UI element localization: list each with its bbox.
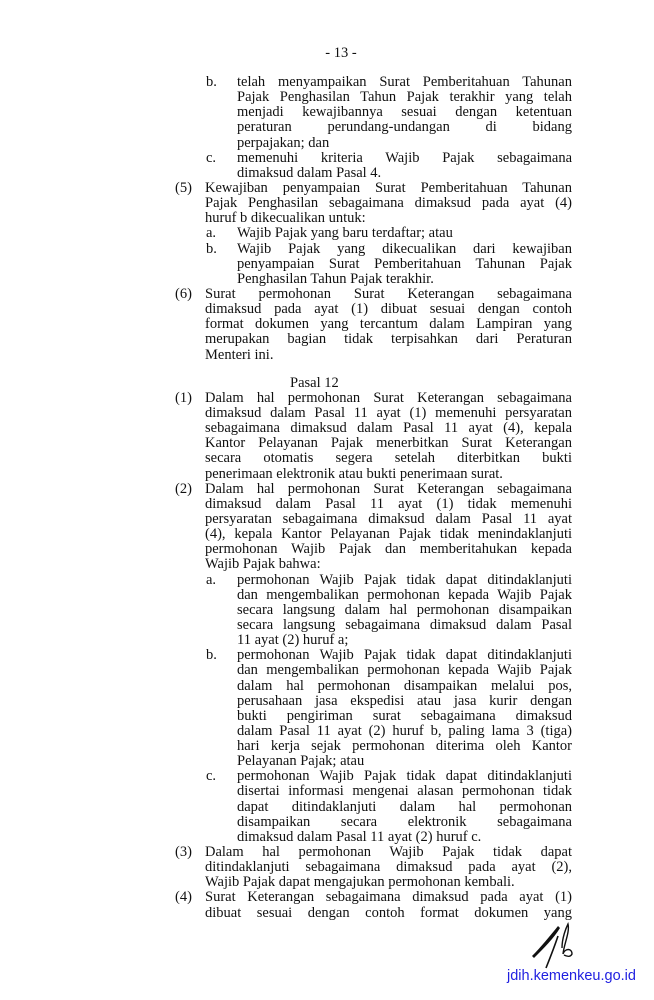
paragraph-item: [0, 287, 654, 363]
paragraph-item: [0, 890, 654, 920]
item-number: c.: [206, 149, 217, 166]
text-line: telah menyampaikan Surat Pemberitahuan Tahunan: [237, 75, 572, 90]
text-line: Wajib Pajak bahwa:: [205, 557, 321, 573]
text-line: disertai informasi mengenai alasan permohonan tidak: [237, 784, 572, 800]
item-number: b.: [206, 647, 217, 664]
text-line: memenuhi kriteria Wajib Pajak sebagaimana: [237, 150, 572, 166]
text-line: Kewajiban penyampaian Surat Pemberitahuan Tahunan: [205, 180, 572, 196]
text-line: secara langsung sebagaimana dimaksud dalam Pasal: [237, 617, 572, 633]
text-line: Dalam hal permohonan Surat Keterangan sebagaimana: [205, 390, 572, 406]
sub-item: [0, 226, 654, 241]
signature-initials: [528, 918, 588, 970]
paragraph-item: [0, 181, 654, 226]
item-number: (5): [175, 179, 192, 196]
item-number: a.: [206, 571, 217, 588]
item-number: (1): [175, 389, 192, 406]
text-line: Pajak Penghasilan Tahun Pajak terakhir yang telah: [237, 90, 572, 106]
text-line: dan mengembalikan permohonan kepada Wajib Pajak: [237, 587, 572, 603]
text-line: persyaratan sebagaimana dimaksud dalam Pasal 11 ayat: [205, 511, 572, 527]
text-line: peraturan perundang-undangan di bidang: [237, 120, 572, 136]
text-line: perusahaan jasa ekspedisi atau jasa kurir dengan: [237, 693, 572, 709]
text-line: Menteri ini.: [205, 347, 274, 363]
text-line: format dokumen yang tercantum dalam Lampiran yang: [205, 317, 572, 333]
text-line: permohonan Wajib Pajak dan memberitahukan kepada: [205, 542, 572, 558]
text-line: sebagaimana dimaksud dalam Pasal 11 ayat (4), kepala: [205, 421, 572, 437]
item-number: (6): [175, 285, 192, 302]
text-line: penerimaan elektronik atau bukti penerimaan surat.: [205, 466, 503, 482]
text-line: bukti pengiriman surat sebagaimana dimaksud: [237, 708, 572, 724]
sub-item: [0, 769, 654, 845]
text-line: permohonan Wajib Pajak tidak dapat ditindaklanjuti: [237, 572, 572, 588]
item-number: (3): [175, 844, 192, 861]
sub-item: [0, 151, 654, 181]
text-line: Dalam hal permohonan Surat Keterangan sebagaimana: [205, 481, 572, 497]
sub-item: [0, 75, 654, 151]
paragraph-item: [0, 482, 654, 573]
paragraph-item: [0, 845, 654, 890]
document-body: [0, 75, 654, 921]
text-line: Wajib Pajak dapat mengajukan permohonan kembali.: [205, 875, 515, 891]
text-line: disampaikan secara elektronik sebagaimana: [237, 814, 572, 830]
text-line: dapat ditindaklanjuti dalam hal permohonan: [237, 799, 572, 815]
text-line: Surat permohonan Surat Keterangan sebagaimana: [205, 286, 572, 302]
text-line: Wajib Pajak yang baru terdaftar; atau: [237, 226, 453, 242]
text-line: Pajak Penghasilan sebagaimana dimaksud pada ayat (4): [205, 196, 572, 212]
footer-website-link[interactable]: jdih.kemenkeu.go.id: [507, 968, 636, 984]
text-line: merupakan bagian tidak terpisahkan dari Peraturan: [205, 332, 572, 348]
text-line: dibuat sesuai dengan contoh format dokumen yang: [205, 905, 572, 921]
item-number: (4): [175, 889, 192, 906]
item-number: a.: [206, 225, 217, 242]
text-line: huruf b dikecualikan untuk:: [205, 211, 366, 227]
text-line: dimaksud dalam Pasal 11 ayat (1) memenuhi persyaratan: [205, 405, 572, 421]
text-line: Wajib Pajak yang dikecualikan dari kewajiban: [237, 241, 572, 257]
text-line: dimaksud dalam Pasal 11 ayat (1) tidak memenuhi: [205, 496, 572, 512]
text-line: dimaksud dalam Pasal 11 ayat (2) huruf c.: [237, 829, 482, 845]
paragraph-item: [0, 391, 654, 482]
article-heading: Pasal 12: [290, 374, 339, 391]
text-line: secara langsung dalam hal permohonan disampaikan: [237, 602, 572, 618]
text-line: hari kerja sejak permohonan diterima oleh Kantor: [237, 739, 572, 755]
text-line: menjadi kewajibannya sesuai dengan ketentuan: [237, 105, 572, 121]
item-number: b.: [206, 240, 217, 257]
text-line: penyampaian Surat Pemberitahuan Tahunan Pajak: [237, 256, 572, 272]
page-number-text: - 13 -: [325, 45, 357, 61]
text-line: secara otomatis segera setelah diterbitkan bukti: [205, 451, 572, 467]
sub-item: [0, 242, 654, 287]
text-line: permohonan Wajib Pajak tidak dapat ditindaklanjuti: [237, 648, 572, 664]
page-number: [0, 44, 654, 62]
text-line: dimaksud dalam Pasal 4.: [237, 165, 382, 181]
text-line: Surat Keterangan sebagaimana dimaksud pada ayat (1): [205, 890, 572, 906]
text-line: Pelayanan Pajak; atau: [237, 754, 365, 770]
sub-item: [0, 648, 654, 769]
text-line: dalam hal permohonan disampaikan melalui pos,: [237, 678, 572, 694]
item-number: c.: [206, 768, 217, 785]
sub-item: [0, 573, 654, 649]
text-line: permohonan Wajib Pajak tidak dapat ditindaklanjuti: [237, 769, 572, 785]
text-line: Dalam hal permohonan Wajib Pajak tidak dapat: [205, 845, 572, 861]
text-line: dan mengembalikan permohonan kepada Wajib Pajak: [237, 663, 572, 679]
item-number: (2): [175, 480, 192, 497]
text-line: ditindaklanjuti sebagaimana dimaksud pada ayat (2),: [205, 860, 572, 876]
text-line: dimaksud pada ayat (1) dibuat sesuai dengan contoh: [205, 302, 572, 318]
text-line: (4), kepala Kantor Pelayanan Pajak tidak menindaklanjuti: [205, 527, 572, 543]
text-line: dalam Pasal 11 ayat (2) huruf b, paling lama 3 (tiga): [237, 723, 572, 739]
text-line: 11 ayat (2) huruf a;: [237, 633, 349, 649]
text-line: Kantor Pelayanan Pajak menerbitkan Surat Keterangan: [205, 436, 572, 452]
text-line: perpajakan; dan: [237, 135, 330, 151]
text-line: Penghasilan Tahun Pajak terakhir.: [237, 271, 434, 287]
item-number: b.: [206, 74, 217, 90]
